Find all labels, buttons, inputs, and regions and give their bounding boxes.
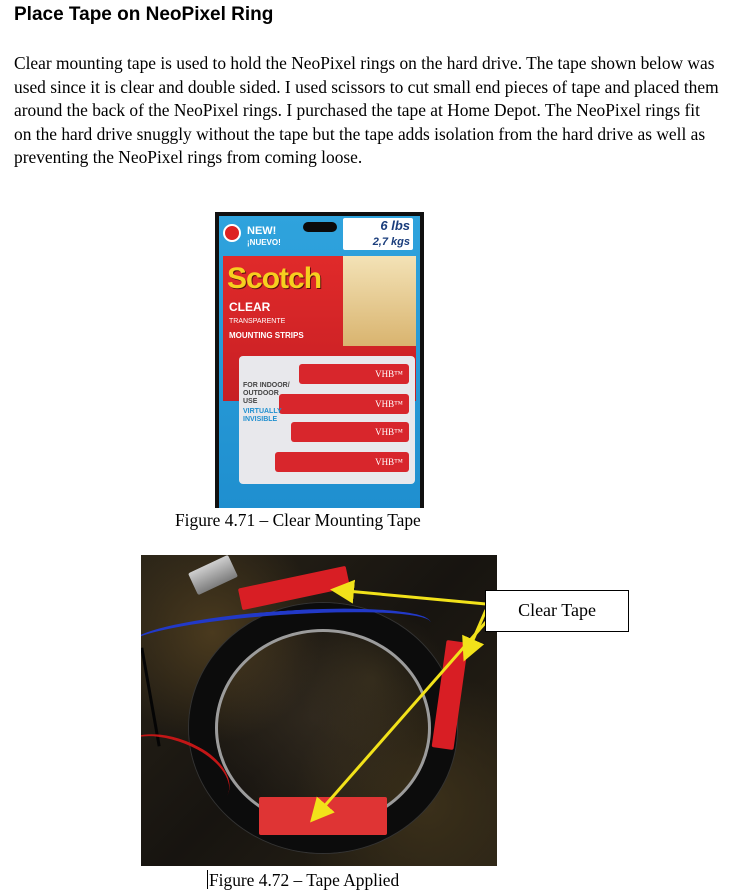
tape-strip: VHB™ [279,394,409,414]
feature-label: VIRTUALLY INVISIBLE [243,408,282,423]
hang-hole [303,222,337,232]
new-badge: NEW! ¡NUEVO! [247,225,281,247]
use-label: FOR INDOOR/ OUTDOOR USE [243,382,290,405]
tape-strip: VHB™ [291,422,409,442]
figure-caption: Figure 4.71 – Clear Mounting Tape [175,510,421,530]
body-paragraph: Clear mounting tape is used to hold the NeoPixel rings on the hard drive. The tape shown below was used since it is clear and double sided. I used scissors to cut small end pieces of tape and placed them around the back of the NeoPixel rings. I purchased the tape at Home Depot. The NeoPixel rings fit on the hard drive snuggly without the tape but the tape adds isolation from the hard drive as well as preventing the NeoPixel rings from coming loose. [14,53,719,167]
tape-package [219,216,420,508]
package-product-window [343,256,416,346]
no-tools-icon [223,224,241,242]
tape-piece-bottom [259,797,387,835]
tape-strip: VHB™ [275,452,409,472]
product-name: CLEAR TRANSPARENTE MOUNTING STRIPS [229,300,304,340]
brand-logo: Scotch [227,262,322,295]
clear-tape-callout: Clear Tape [485,590,629,632]
clear-mounting-tape-photo [215,212,424,508]
tape-strip: VHB™ [299,364,409,384]
tape-applied-photo [141,555,497,866]
text-cursor [207,870,208,889]
metal-bracket [188,555,238,595]
figure-caption: Figure 4.72 – Tape Applied [209,870,400,890]
section-heading: Place Tape on NeoPixel Ring [14,4,274,25]
weight-badge: 6 lbs 2,7 kgs [343,218,413,250]
